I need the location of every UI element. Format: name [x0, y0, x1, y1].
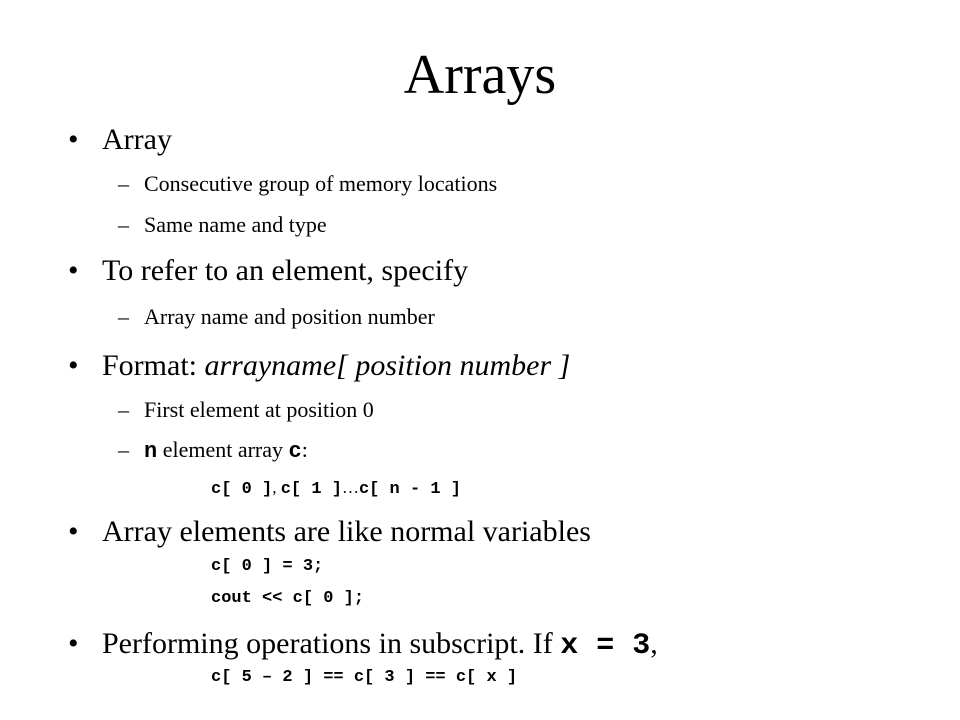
code-cout: cout << c[ 0 ];	[211, 589, 365, 608]
sub-bullet-text: element array	[157, 437, 289, 462]
bullet-text: To refer to an element, specify	[102, 254, 469, 287]
format-syntax: arrayname[ position number ]	[204, 349, 571, 382]
slide-title: Arrays	[403, 44, 557, 106]
code-ellipsis: …	[341, 478, 359, 497]
code-second: c[ 1 ]	[280, 480, 342, 499]
sub-bullet-consecutive	[118, 170, 497, 198]
bullet-mark: •	[68, 254, 79, 287]
sub-bullet-text: Consecutive group of memory locations	[144, 171, 498, 196]
code-n: n	[144, 439, 158, 464]
sub-bullet-first-element	[118, 396, 374, 424]
sub-bullet-text: Array name and position number	[144, 304, 435, 329]
bullet-mark: •	[68, 627, 79, 660]
bullet-normal-variables	[68, 514, 591, 550]
dash-mark: –	[118, 437, 129, 462]
sub-bullet-n-element	[118, 436, 308, 466]
bullet-refer	[68, 253, 468, 289]
dash-mark: –	[118, 171, 129, 196]
bullet-text: Format:	[102, 349, 205, 382]
comma: ,	[650, 627, 658, 660]
dash-mark: –	[118, 212, 129, 237]
sub-bullet-text: Same name and type	[144, 212, 327, 237]
code-first: c[ 0 ]	[211, 480, 273, 499]
bullet-subscript-ops	[68, 626, 658, 664]
code-subscript-expression: c[ 5 – 2 ] == c[ 3 ] == c[ x ]	[211, 668, 518, 687]
bullet-mark: •	[68, 123, 79, 156]
dash-mark: –	[118, 397, 129, 422]
bullet-text: Array	[102, 123, 172, 156]
code-separator: ,	[272, 478, 281, 497]
code-c: c	[288, 439, 302, 464]
colon: :	[301, 437, 308, 462]
dash-mark: –	[118, 304, 129, 329]
code-assignment: c[ 0 ] = 3;	[211, 557, 324, 576]
sub-bullet-same-name	[118, 211, 327, 239]
sub-bullet-array-name	[118, 303, 435, 331]
sub-bullet-text: First element at position 0	[144, 397, 374, 422]
bullet-text: Performing operations in subscript. If	[102, 627, 561, 660]
bullet-array	[68, 122, 172, 158]
bullet-text: Array elements are like normal variables	[102, 515, 591, 548]
code-x-equals: x = 3	[560, 629, 651, 663]
bullet-mark: •	[68, 515, 79, 548]
code-elements-range	[211, 476, 461, 502]
bullet-mark: •	[68, 349, 79, 382]
code-last: c[ n - 1 ]	[358, 480, 461, 499]
bullet-format	[68, 348, 570, 384]
